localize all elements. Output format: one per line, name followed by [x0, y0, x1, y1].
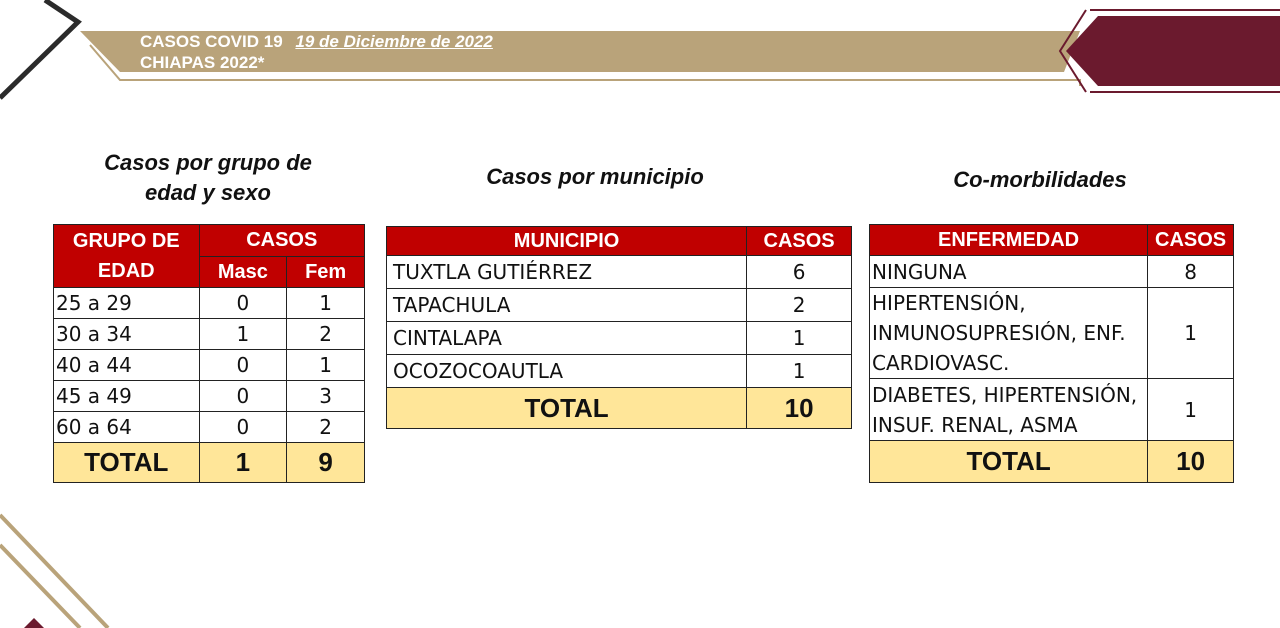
header-subtitle: CHIAPAS 2022*	[140, 53, 265, 72]
table-row	[387, 355, 852, 388]
total-row	[387, 388, 852, 429]
municipio-name-cell: OCOZOCOAUTLA	[387, 355, 747, 388]
comorbidity-table	[869, 224, 1234, 483]
table-row	[870, 379, 1234, 441]
age-sex-table	[53, 224, 365, 483]
municipio-table-title: Casos por municipio	[486, 164, 704, 189]
enfermedad-casos-cell: 1	[1148, 379, 1234, 441]
total-row	[870, 441, 1234, 483]
age-table-title: Casos por grupo de edad y sexo	[104, 150, 312, 205]
fem-cell: 3	[287, 381, 365, 412]
total-row	[54, 443, 365, 483]
municipio-casos-cell: 1	[747, 355, 852, 388]
total-label: TOTAL	[54, 443, 200, 483]
table-row	[54, 381, 365, 412]
masc-cell: 0	[199, 288, 287, 319]
masc-cell: 0	[199, 412, 287, 443]
table-row	[387, 256, 852, 289]
table-row	[870, 256, 1234, 288]
total-label: TOTAL	[870, 441, 1148, 483]
table-row	[54, 288, 365, 319]
table-row	[870, 288, 1234, 379]
header-casos: CASOS	[747, 227, 852, 256]
fem-cell: 1	[287, 350, 365, 381]
fem-cell: 2	[287, 319, 365, 350]
header-fem: Fem	[287, 257, 365, 288]
total-casos: 10	[1148, 441, 1234, 483]
header-masc: Masc	[199, 257, 287, 288]
header-casos: CASOS	[199, 225, 364, 257]
fem-cell: 1	[287, 288, 365, 319]
total-label: TOTAL	[387, 388, 747, 429]
age-group-cell: 25 a 29	[54, 288, 200, 319]
table-row	[387, 322, 852, 355]
enfermedad-cell: HIPERTENSIÓN, INMUNOSUPRESIÓN, ENF. CARDIOVASC.	[870, 288, 1148, 379]
table-row	[54, 319, 365, 350]
total-casos: 10	[747, 388, 852, 429]
municipio-casos-cell: 1	[747, 322, 852, 355]
age-group-cell: 30 a 34	[54, 319, 200, 350]
enfermedad-cell: NINGUNA	[870, 256, 1148, 288]
comorbidity-table-title: Co-morbilidades	[953, 167, 1127, 192]
table-row	[54, 350, 365, 381]
header-casos: CASOS	[1148, 225, 1234, 256]
table-row	[387, 289, 852, 322]
municipio-table	[386, 226, 852, 429]
municipio-casos-cell: 2	[747, 289, 852, 322]
masc-cell: 0	[199, 381, 287, 412]
masc-cell: 1	[199, 319, 287, 350]
fem-cell: 2	[287, 412, 365, 443]
municipio-name-cell: CINTALAPA	[387, 322, 747, 355]
header-date: 19 de Diciembre de 2022	[295, 32, 493, 51]
header-municipio: MUNICIPIO	[387, 227, 747, 256]
enfermedad-casos-cell: 8	[1148, 256, 1234, 288]
municipio-casos-cell: 6	[747, 256, 852, 289]
enfermedad-cell: DIABETES, HIPERTENSIÓN, INSUF. RENAL, ASMA	[870, 379, 1148, 441]
municipio-name-cell: TUXTLA GUTIÉRREZ	[387, 256, 747, 289]
age-group-cell: 40 a 44	[54, 350, 200, 381]
table-row	[54, 412, 365, 443]
enfermedad-casos-cell: 1	[1148, 288, 1234, 379]
total-masc: 1	[199, 443, 287, 483]
age-group-cell: 45 a 49	[54, 381, 200, 412]
total-fem: 9	[287, 443, 365, 483]
header-enfermedad: ENFERMEDAD	[870, 225, 1148, 256]
header-title: CASOS COVID 19	[140, 32, 283, 51]
header-grupo-edad: GRUPO DE EDAD	[54, 225, 200, 288]
age-group-cell: 60 a 64	[54, 412, 200, 443]
municipio-name-cell: TAPACHULA	[387, 289, 747, 322]
header-title-block	[140, 31, 493, 73]
masc-cell: 0	[199, 350, 287, 381]
